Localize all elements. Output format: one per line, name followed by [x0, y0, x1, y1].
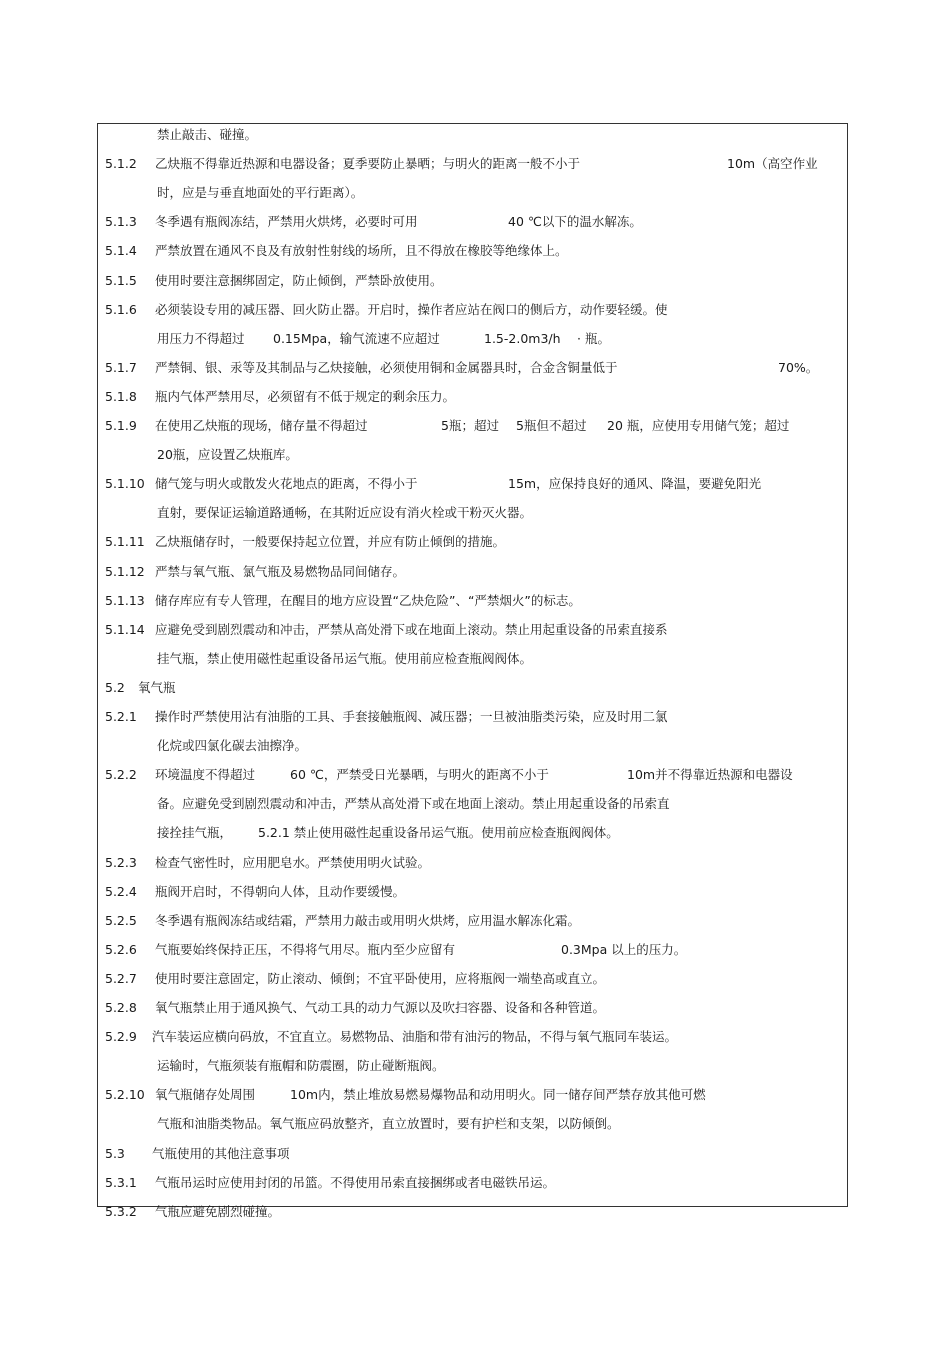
clause-number: 5.1.14: [105, 621, 145, 637]
clause-text: 汽车装运应横向码放，不宜直立。易燃物品、油脂和带有油污的物品，不得与氧气瓶同车装运。: [152, 1029, 678, 1045]
clause-text: 挂气瓶，禁止使用磁性起重设备吊运气瓶。使用前应检查瓶阀阀体。: [157, 650, 533, 666]
clause-number: 5.2.8: [105, 1000, 137, 1015]
clause-text: 5.2.1 禁止使用磁性起重设备吊运气瓶。使用前应检查瓶阀阀体。: [258, 825, 619, 841]
clause-number: 5.1.13: [105, 592, 145, 608]
clause-text: 化烷或四氯化碳去油擦净。: [157, 738, 308, 754]
clause-text: 0.3Mpa 以上的压力。: [561, 941, 687, 957]
clause-number: 5.3.2: [105, 1203, 137, 1219]
clause-text: 10m（高空作业: [727, 156, 818, 172]
clause-text: 5瓶；超过: [441, 418, 499, 433]
clause-text: 乙炔瓶不得靠近热源和电器设备；夏季要防止暴晒；与明火的距离一般不小于: [155, 156, 581, 172]
clause-text: 10m内，禁止堆放易燃易爆物品和动用明火。同一储存间严禁存放其他可燃: [290, 1087, 706, 1103]
clause-text: 氧气瓶禁止用于通风换气、气动工具的动力气源以及吹扫容器、设备和各种管道。: [155, 1000, 606, 1015]
clause-text: 5瓶但不超过: [516, 418, 587, 433]
clause-text: 使用时要注意捆绑固定，防止倾倒，严禁卧放使用。: [155, 272, 443, 288]
clause-number: 5.2.4: [105, 883, 137, 899]
clause-text: 必须装设专用的减压器、回火防止器。开启时，操作者应站在阀口的侧后方，动作要轻缓。使: [155, 301, 668, 317]
clause-text: 气瓶要始终保持正压，不得将气用尽。瓶内至少应留有: [155, 941, 456, 957]
clause-number: 5.1.11: [105, 534, 145, 550]
clause-text: 60 ℃，严禁受日光暴晒，与明火的距离不小于: [290, 767, 549, 783]
clause-text: 40 ℃以下的温水解冻。: [508, 214, 642, 230]
clause-text: 70%。: [778, 359, 819, 375]
clause-text: 1.5-2.0m3/h: [484, 330, 561, 346]
clause-text: 应避免受到剧烈震动和冲击，严禁从高处滑下或在地面上滚动。禁止用起重设备的吊索直接系: [155, 621, 668, 637]
clause-number: 5.2: [105, 679, 125, 695]
clause-text: 运输时，气瓶须装有瓶帽和防震圈，防止碰断瓶阀。: [157, 1058, 445, 1074]
clause-text: 乙炔瓶储存时，一般要保持起立位置，并应有防止倾倒的措施。: [155, 534, 506, 550]
clause-number: 5.2.9: [105, 1029, 137, 1045]
clause-text: 20 瓶，应使用专用储气笼；超过: [607, 418, 790, 433]
clause-text: 用压力不得超过: [157, 330, 245, 346]
clause-number: 5.2.10: [105, 1087, 145, 1103]
clause-text: 在使用乙炔瓶的现场，储存量不得超过: [155, 418, 368, 433]
clause-number: 5.2.6: [105, 941, 137, 957]
clause-number: 5.1.9: [105, 418, 137, 433]
clause-text: 气瓶使用的其他注意事项: [152, 1145, 290, 1161]
clause-text: 严禁与氧气瓶、氯气瓶及易燃物品同间储存。: [155, 563, 406, 579]
clause-text: 瓶内气体严禁用尽，必须留有不低于规定的剩余压力。: [155, 388, 456, 404]
clause-number: 5.1.7: [105, 359, 137, 375]
clause-text: 冬季遇有瓶阀冻结或结霜，严禁用力敲击或用明火烘烤，应用温水解冻化霜。: [155, 912, 581, 928]
clause-number: 5.2.3: [105, 854, 137, 870]
clause-text: 严禁铜、银、汞等及其制品与乙炔接触，必须使用铜和金属器具时，合金含铜量低于: [155, 359, 618, 375]
clause-text: 直射，要保证运输道路通畅，在其附近应设有消火栓或干粉灭火器。: [157, 505, 533, 521]
clause-number: 5.1.6: [105, 301, 137, 317]
clause-number: 5.1.4: [105, 243, 137, 259]
clause-text: 0.15Mpa，输气流速不应超过: [273, 330, 440, 346]
clause-number: 5.2.2: [105, 767, 137, 783]
clause-text: 环境温度不得超过: [155, 767, 256, 783]
clause-text: 气瓶和油脂类物品。氧气瓶应码放整齐，直立放置时，要有护栏和支架，以防倾倒。: [157, 1116, 620, 1132]
clause-number: 5.1.3: [105, 214, 137, 230]
clause-text: 氧气瓶储存处周围: [155, 1087, 256, 1103]
clause-text: 气瓶应避免剧烈碰撞。: [155, 1203, 281, 1219]
clause-number: 5.2.1: [105, 709, 137, 724]
clause-text: · 瓶。: [577, 330, 610, 346]
clause-text: 使用时要注意固定，防止滚动、倾倒；不宜平卧使用，应将瓶阀一端垫高或直立。: [155, 970, 606, 986]
clause-number: 5.2.5: [105, 912, 137, 928]
clause-text: 10m并不得靠近热源和电器设: [627, 767, 793, 783]
clause-number: 5.1.12: [105, 563, 145, 579]
clause-text: 气瓶吊运时应使用封闭的吊篮。不得使用吊索直接捆绑或者电磁铁吊运。: [155, 1174, 556, 1190]
clause-text: 氧气瓶: [138, 679, 176, 695]
clause-number: 5.3: [105, 1145, 125, 1161]
clause-text: 冬季遇有瓶阀冻结，严禁用火烘烤，必要时可用: [155, 214, 418, 230]
clause-number: 5.1.10: [105, 476, 145, 492]
clause-text: 15m，应保持良好的通风、降温，要避免阳光: [508, 476, 762, 492]
clause-number: 5.1.8: [105, 388, 137, 404]
clause-text: 接拴挂气瓶，: [157, 825, 233, 841]
clause-text: 瓶阀开启时，不得朝向人体，且动作要缓慢。: [155, 883, 406, 899]
clause-text: 严禁放置在通风不良及有放射性射线的场所，且不得放在橡胶等绝缘体上。: [155, 243, 568, 259]
clause-number: 5.2.7: [105, 970, 137, 986]
clause-text: 储气笼与明火或散发火花地点的距离，不得小于: [155, 476, 418, 492]
clause-text: 检查气密性时，应用肥皂水。严禁使用明火试验。: [155, 854, 431, 870]
clause-text: 20瓶，应设置乙炔瓶库。: [157, 447, 298, 463]
clause-text: 时，应是与垂直地面处的平行距离）。: [157, 185, 364, 201]
clause-text: 储存库应有专人管理，在醒目的地方应设置“乙炔危险”、“严禁烟火”的标志。: [155, 592, 581, 608]
clause-text: 操作时严禁使用沾有油脂的工具、手套接触瓶阀、减压器；一旦被油脂类污染，应及时用二氯: [155, 709, 668, 724]
clause-number: 5.3.1: [105, 1174, 137, 1190]
clause-number: 5.1.5: [105, 272, 137, 288]
clause-text: 备。应避免受到剧烈震动和冲击，严禁从高处滑下或在地面上滚动。禁止用起重设备的吊索直: [157, 796, 670, 812]
clause-number: 5.1.2: [105, 156, 137, 172]
clause-text: 禁止敲击、碰撞。: [157, 127, 258, 142]
